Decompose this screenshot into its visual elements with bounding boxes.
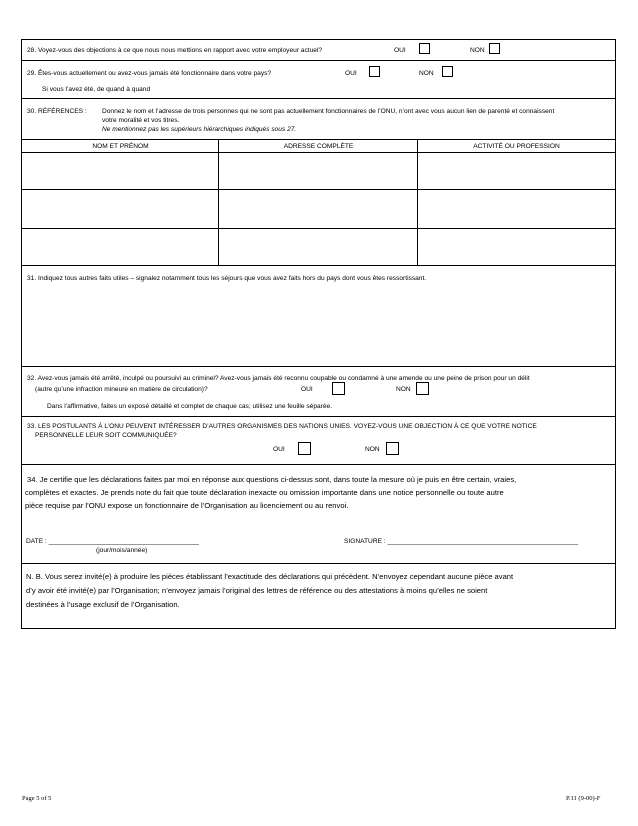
- col-header-activity: ACTIVITÉ OU PROFESSION: [473, 143, 560, 150]
- q29-text: 29. Êtes-vous actuellement ou avez-vous jamais été fonctionnaire dans votre pays?: [27, 70, 272, 77]
- ref2-activity-field[interactable]: [418, 190, 615, 228]
- ref2-name-field[interactable]: [22, 190, 219, 228]
- ref2-address-field[interactable]: [219, 190, 418, 228]
- q30-line3: Ne mentionnez pas les supérieurs hiérarchiques indiqués sous 27.: [102, 126, 297, 133]
- signature-field[interactable]: SIGNATURE : ____________________________________________________: [344, 538, 579, 545]
- question-33: [22, 417, 615, 465]
- question-28: [22, 40, 615, 61]
- ref3-address-field[interactable]: [219, 229, 418, 265]
- q29-no-checkbox[interactable]: [442, 66, 453, 77]
- q33-line1: 33. LES POSTULANTS À L’ONU PEUVENT INTÉRESSER D’AUTRES ORGANISMES DES NATIONS UNIES. VOYEZ-VOUS UNE OBJECTION À CE QUE VOTRE NOTICE: [27, 423, 537, 430]
- question-34-certification: [22, 465, 615, 564]
- ref1-activity-field[interactable]: [418, 153, 615, 189]
- col-header-name: NOM ET PRÉNOM: [22, 140, 219, 153]
- q28-no-label: NON: [470, 47, 485, 54]
- col-header-address: ADRESSE COMPLÈTE: [219, 140, 418, 153]
- q33-yes-label: OUI: [273, 446, 285, 453]
- nb-line1: N. B. Vous serez invité(e) à produire les pièces établissant l’exactitude des déclarations qui précèdent. N’envoyez cependant aucune pièce avant: [26, 572, 514, 581]
- reference-row-3: [22, 229, 615, 266]
- reference-row-1: [22, 153, 615, 190]
- q30-line2: votre moralité et vos titres.: [102, 117, 180, 124]
- q33-no-label: NON: [365, 446, 380, 453]
- q34-line3: pièce requise par l’ONU expose un fonctionnaire de l’Organisation au licenciement ou au renvoi.: [25, 501, 349, 510]
- q32-yes-label: OUI: [301, 386, 313, 393]
- ref1-name-field[interactable]: [22, 153, 219, 189]
- page-number: Page 5 of 5: [22, 795, 52, 802]
- q32-sub-text: Dans l’affirmative, faites un exposé détaillé et complet de chaque cas; utilisez une feuille séparée.: [47, 403, 333, 410]
- ref3-activity-field[interactable]: [418, 229, 615, 265]
- ref1-address-field[interactable]: [219, 153, 418, 189]
- q28-yes-label: OUI: [394, 47, 406, 54]
- nb-line3: destinées à l’usage exclusif de l’Organisation.: [26, 600, 180, 609]
- question-30: [22, 99, 615, 140]
- q33-line2: PERSONNELLE LEUR SOIT COMMUNIQUÉE?: [35, 432, 177, 439]
- q32-line2: (autre qu’une infraction mineure en matière de circulation)?: [35, 386, 208, 393]
- q31-text: 31. Indiquez tous autres faits utiles – signalez notamment tous les séjours que vous avez faits hors du pays dont vous êtes ressortissant.: [27, 275, 427, 282]
- date-format-hint: (jour/mois/année): [96, 547, 148, 554]
- date-field[interactable]: DATE : _________________________________________: [26, 538, 199, 545]
- nb-line2: d’y avoir été invité(e) par l’Organisation; n’envoyez jamais l’original des lettres de référence ou des attestations à moins qu’elles ne soient: [26, 586, 488, 595]
- personal-history-form: [21, 39, 616, 629]
- ref3-name-field[interactable]: [22, 229, 219, 265]
- q29-yes-label: OUI: [345, 70, 357, 77]
- q33-yes-checkbox[interactable]: [298, 442, 311, 455]
- q28-no-checkbox[interactable]: [489, 43, 500, 54]
- form-code: P.11 (9-00)-F: [566, 795, 601, 802]
- question-32: [22, 367, 615, 417]
- q28-text: 28. Voyez-vous des objections à ce que nous nous mettions en rapport avec votre employeur actuel?: [27, 47, 323, 54]
- q33-no-checkbox[interactable]: [386, 442, 399, 455]
- q34-line2: complètes et exactes. Je prends note du fait que toute déclaration inexacte ou omission importante dans une notice personnelle ou toute autre: [25, 488, 504, 497]
- question-31[interactable]: [22, 266, 615, 367]
- q29-no-label: NON: [419, 70, 434, 77]
- q32-line1: 32. Avez-vous jamais été arrêté, inculpé ou poursuivi au criminel? Avez-vous jamais été reconnu coupable ou condamné à une amende ou une peine de prison pour un délit: [27, 375, 530, 382]
- q32-no-checkbox[interactable]: [416, 382, 429, 395]
- q29-sub-text: Si vous l’avez été, de quand à quand: [42, 86, 151, 93]
- question-29: [22, 61, 615, 99]
- q34-line1: 34. Je certifie que les déclarations faites par moi en réponse aux questions ci-dessus sont, dans toute la mesure où je puis en être certain, vraies,: [27, 475, 517, 484]
- q28-yes-checkbox[interactable]: [419, 43, 430, 54]
- q32-yes-checkbox[interactable]: [332, 382, 345, 395]
- reference-row-2: [22, 190, 615, 229]
- q30-label: 30. RÉFÉRENCES :: [27, 108, 87, 115]
- nb-note: [22, 564, 615, 628]
- references-table-header: [22, 140, 615, 153]
- q29-yes-checkbox[interactable]: [369, 66, 380, 77]
- q32-no-label: NON: [396, 386, 411, 393]
- q30-line1: Donnez le nom et l’adresse de trois personnes qui ne sont pas actuellement fonctionnaires de l’ONU, n’ont avec vous aucun lien de parenté et connaissent: [102, 108, 555, 115]
